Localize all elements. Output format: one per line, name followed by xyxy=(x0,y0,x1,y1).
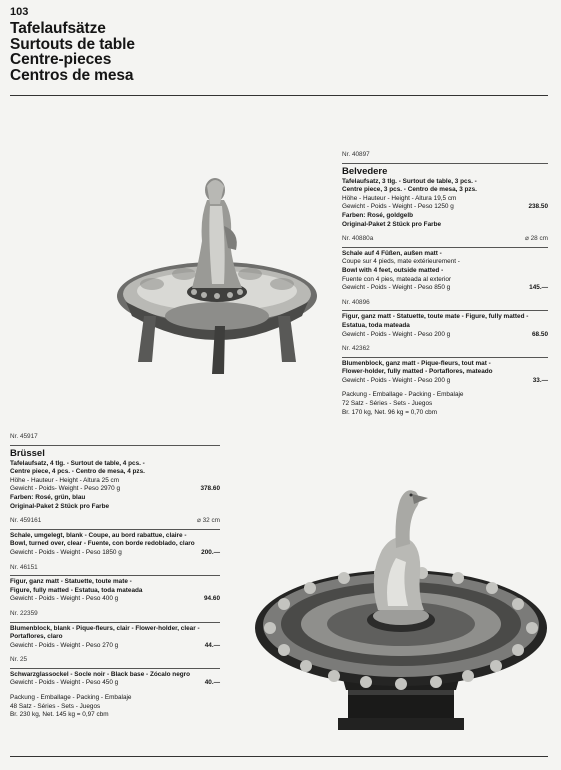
line-text: Blumenblock, ganz matt - Pique-fleurs, tout mat - xyxy=(342,359,491,367)
divider xyxy=(342,357,548,358)
belvedere-block xyxy=(342,151,548,417)
text-line xyxy=(342,258,548,267)
text-line xyxy=(342,203,548,212)
part-number: Nr. 459161 xyxy=(10,517,42,525)
text-line xyxy=(10,460,220,469)
brussel-block xyxy=(10,433,220,720)
price: 33.— xyxy=(532,376,548,384)
title-de: Tafelaufsätze xyxy=(10,20,106,37)
price: 378.60 xyxy=(200,485,220,493)
title-es: Centros de mesa xyxy=(10,66,134,84)
divider xyxy=(10,575,220,576)
text-line xyxy=(342,276,548,285)
text-line xyxy=(10,503,220,512)
line-text: Gewicht - Poids - Weight - Peso 1850 g xyxy=(10,548,122,556)
line-text: Flower-holder, fully matted - Portaflores, mateado xyxy=(342,368,493,376)
line-text: Blumenblock, blank - Pique-fleurs, clair - Flower-holder, clear - xyxy=(10,624,200,632)
line-text: Original-Paket 2 Stück pro Farbe xyxy=(342,220,442,228)
line-text: Gewicht - Poids - Weight - Peso 270 g xyxy=(10,641,119,649)
part-header xyxy=(342,235,548,244)
text-line xyxy=(10,485,220,494)
text-line xyxy=(342,377,548,386)
line-text: Schwarzglassockel - Socle noir - Black base - Zócalo negro xyxy=(10,670,191,678)
text-line xyxy=(10,679,220,688)
footer-rule xyxy=(10,756,548,757)
text-line xyxy=(342,322,548,331)
text-line xyxy=(10,587,220,596)
part-header xyxy=(10,564,220,573)
divider xyxy=(10,622,220,623)
text-line xyxy=(10,494,220,503)
text-line xyxy=(342,284,548,293)
part-size: ⌀ 32 cm xyxy=(196,517,220,525)
brussel-photo xyxy=(250,478,552,736)
part-number: Nr. 42362 xyxy=(342,345,370,353)
belvedere-number: Nr. 40897 xyxy=(342,151,370,158)
line-text: Farben: Rosé, goldgelb xyxy=(342,211,414,219)
part-size: ⌀ 28 cm xyxy=(524,235,548,243)
packing-line: 48 Satz - Séries - Sets - Juegos xyxy=(10,702,101,710)
line-text: Tafelaufsatz, 3 tlg. - Surtout de table, 3 pcs. - xyxy=(342,177,477,185)
text-line xyxy=(342,267,548,276)
text-line xyxy=(10,578,220,587)
packing-line: Packung - Emballage - Packing - Embalaje xyxy=(342,391,464,399)
text-line xyxy=(10,468,220,477)
line-text: Centre piece, 3 pcs. - Centro de mesa, 3 pzs. xyxy=(342,186,477,194)
text-line xyxy=(10,633,220,642)
line-text: Figur, ganz matt - Statuette, toute mate - xyxy=(10,578,132,586)
text-line xyxy=(10,595,220,604)
price: 68.50 xyxy=(532,330,548,338)
line-text: Gewicht - Poids - Weight - Peso 200 g xyxy=(342,376,451,384)
text-line xyxy=(10,671,220,680)
text-line xyxy=(10,625,220,634)
packing-line: Br. 230 kg, Net. 145 kg = 0,97 cbm xyxy=(10,711,109,719)
page-title xyxy=(10,21,135,83)
brussel-name: Brüssel xyxy=(10,447,45,459)
text-line xyxy=(342,186,548,195)
line-text: Tafelaufsatz, 4 tlg. - Surtout de table, 4 pcs. - xyxy=(10,459,145,467)
text-line xyxy=(342,360,548,369)
text-line xyxy=(342,178,548,187)
part-number: Nr. 40896 xyxy=(342,298,370,306)
belvedere-photo xyxy=(112,166,322,406)
price: 44.— xyxy=(204,641,220,649)
price: 200.— xyxy=(201,548,220,556)
text-line xyxy=(10,549,220,558)
divider xyxy=(342,247,548,248)
price: 94.60 xyxy=(204,595,220,603)
part-header xyxy=(10,610,220,619)
page-number: 103 xyxy=(10,6,29,18)
packing-line: Packung - Emballage - Packing - Embalaje xyxy=(10,694,132,702)
part-number: Nr. 25 xyxy=(10,656,28,664)
text-line xyxy=(342,313,548,322)
line-text: Figur, ganz matt - Statuette, toute mate - Figure, fully matted - xyxy=(342,313,529,321)
title-fr: Surtouts de table xyxy=(10,35,135,53)
text-line xyxy=(10,540,220,549)
divider xyxy=(10,445,220,446)
line-text: Estatua, toda mateada xyxy=(342,321,410,329)
line-text: Gewicht - Poids- Weight - Peso 2970 g xyxy=(10,485,120,493)
line-text: Gewicht - Poids - Weight - Peso 450 g xyxy=(10,679,119,687)
part-number: Nr. 46151 xyxy=(10,563,38,571)
price: 40.— xyxy=(204,679,220,687)
line-text: Bowl with 4 feet, outside matted - xyxy=(342,266,444,274)
line-text: Farben: Rosé, grün, blau xyxy=(10,493,86,501)
part-header xyxy=(10,656,220,665)
line-text: Schale, umgelegt, blank - Coupe, au bord rabattue, claire - xyxy=(10,531,187,539)
text-line xyxy=(342,250,548,259)
text-line xyxy=(342,195,548,204)
part-header xyxy=(342,345,548,354)
line-text: Fuente con 4 pies, mateada al exterior xyxy=(342,275,452,283)
text-line xyxy=(342,331,548,340)
line-text: Höhe - Hauteur - Height - Altura 19,5 cm xyxy=(342,194,457,202)
divider xyxy=(342,163,548,164)
packing-line: Br. 170 kg, Net. 96 kg = 0,70 cbm xyxy=(342,408,438,416)
header-rule xyxy=(10,95,548,96)
line-text: Gewicht - Poids - Weight - Peso 1250 g xyxy=(342,203,454,211)
price: 145.— xyxy=(529,284,548,292)
line-text: Schale auf 4 Füßen, außen matt - xyxy=(342,249,442,257)
part-number: Nr. 40880a xyxy=(342,235,374,243)
line-text: Gewicht - Poids - Weight - Peso 850 g xyxy=(342,284,451,292)
title-en: Centre-pieces xyxy=(10,51,112,68)
text-line xyxy=(10,532,220,541)
text-line xyxy=(342,368,548,377)
part-header xyxy=(10,517,220,526)
line-text: Gewicht - Poids - Weight - Peso 400 g xyxy=(10,595,119,603)
text-line xyxy=(342,221,548,230)
text-line xyxy=(342,212,548,221)
line-text: Bowl, turned over, clear - Fuente, con borde redoblado, claro xyxy=(10,540,195,548)
belvedere-name: Belvedere xyxy=(342,165,388,177)
divider xyxy=(10,529,220,530)
line-text: Portaflores, claro xyxy=(10,633,63,641)
line-text: Original-Paket 2 Stück pro Farbe xyxy=(10,502,110,510)
line-text: Coupe sur 4 pieds, mate extérieurement - xyxy=(342,258,460,266)
line-text: Gewicht - Poids - Weight - Peso 200 g xyxy=(342,330,451,338)
line-text: Figure, fully matted - Estatua, toda mateada xyxy=(10,586,143,594)
brussel-number: Nr. 45917 xyxy=(10,433,38,440)
packing-line: 72 Satz - Séries - Sets - Juegos xyxy=(342,400,433,408)
line-text: Centre piece, 4 pcs. - Centro de mesa, 4 pzs. xyxy=(10,468,145,476)
divider xyxy=(10,668,220,669)
part-number: Nr. 22359 xyxy=(10,609,38,617)
part-header xyxy=(342,299,548,308)
text-line xyxy=(10,477,220,486)
line-text: Höhe - Hauteur - Height - Altura 25 cm xyxy=(10,476,120,484)
price: 238.50 xyxy=(528,203,548,211)
text-line xyxy=(10,642,220,651)
divider xyxy=(342,310,548,311)
